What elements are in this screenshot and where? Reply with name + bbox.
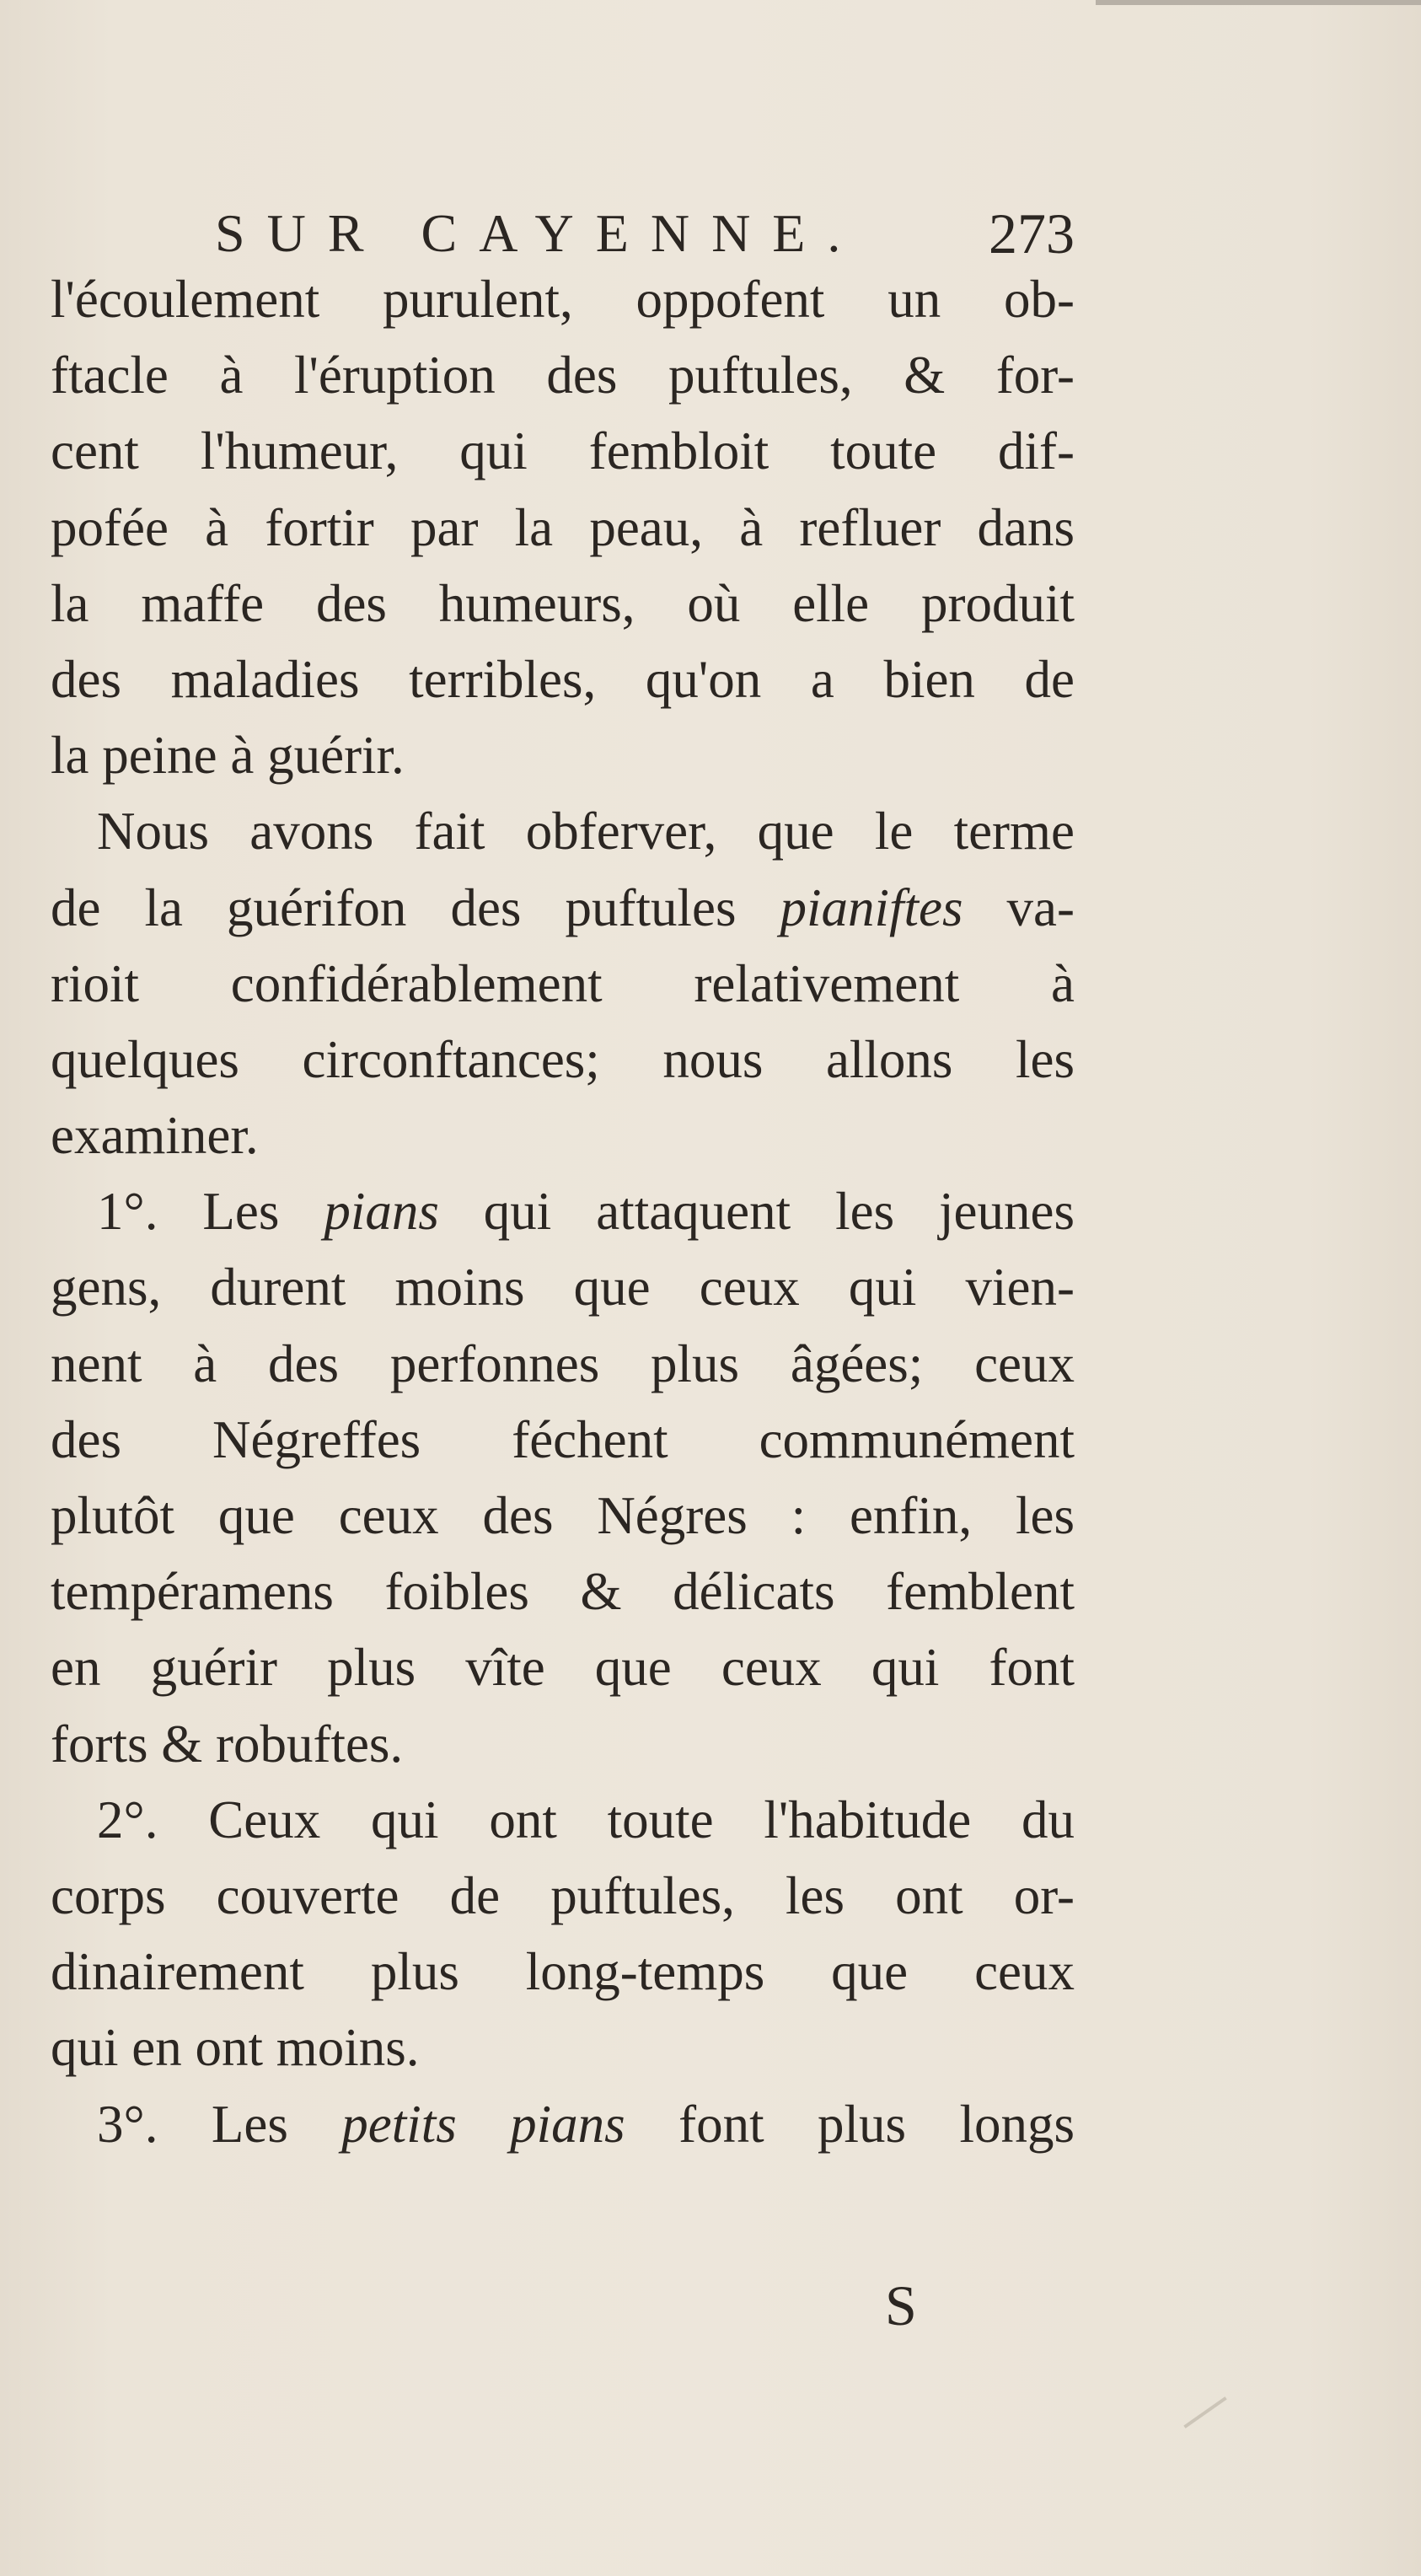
text-line: des Négreffes féchent communément [51,1409,1075,1469]
text-line: Nous avons fait obferver, que le terme [97,802,1075,861]
text-line: gens, durent moins que ceux qui vien- [51,1258,1075,1318]
text-line: la maffe des humeurs, où elle produit [51,573,1075,633]
text-line: examiner. [51,1106,259,1166]
italic-term: petits pians [341,2094,625,2154]
text-line [51,2086,1075,2162]
text-line-segment: 3°. Les [97,2094,342,2154]
text-line: plutôt que ceux des Négres : enfin, les [51,1486,1075,1545]
text-line [51,1173,1075,1249]
text-line: en guérir plus vîte que ceux qui font [51,1638,1075,1698]
text-line-segment: va- [963,877,1075,937]
text-line: tempéramens foibles & délicats femblent [51,1562,1075,1622]
text-line-segment: 1°. Les [97,1182,324,1242]
text-line: l'écoulement purulent, oppofent un ob- [51,270,1075,329]
running-title: SUR CAYENNE. [215,203,863,263]
paper-mark [1183,2396,1226,2428]
text-line: ftacle à l'éruption des puftules, & for- [51,346,1075,405]
italic-term: pians [324,1182,439,1242]
text-line: cent l'humeur, qui fembloit toute dif- [51,421,1075,481]
text-line: quelques circonftances; nous allons les [51,1029,1075,1089]
text-line-segment: qui attaquent les jeunes [438,1182,1075,1242]
text-line [51,870,1075,946]
signature-mark: S [885,2273,917,2337]
text-line: pofée à fortir par la peau, à refluer dans [51,497,1075,557]
text-line: corps couverte de puftules, les ont or- [51,1865,1075,1925]
text-line: nent à des perfonnes plus âgées; ceux [51,1334,1075,1393]
page-header [215,196,1075,271]
text-line: la peine à guérir. [51,726,405,786]
text-line: qui en ont moins. [51,2018,420,2078]
page-number: 273 [989,201,1075,266]
italic-term: pianiftes [780,877,963,937]
text-line-segment: font plus longs [625,2094,1075,2154]
text-line-segment: de la guérifon des puftules [51,877,780,937]
text-line: 2°. Ceux qui ont toute l'habitude du [97,1790,1075,1849]
body-text [51,261,1075,2162]
page-top-edge [1096,0,1421,5]
text-line: des maladies terribles, qu'on a bien de [51,649,1075,709]
text-line: forts & robuftes. [51,1714,404,1774]
text-line: rioit confidérablement relativement à [51,953,1075,1013]
text-line: dinairement plus long-temps que ceux [51,1942,1075,2002]
